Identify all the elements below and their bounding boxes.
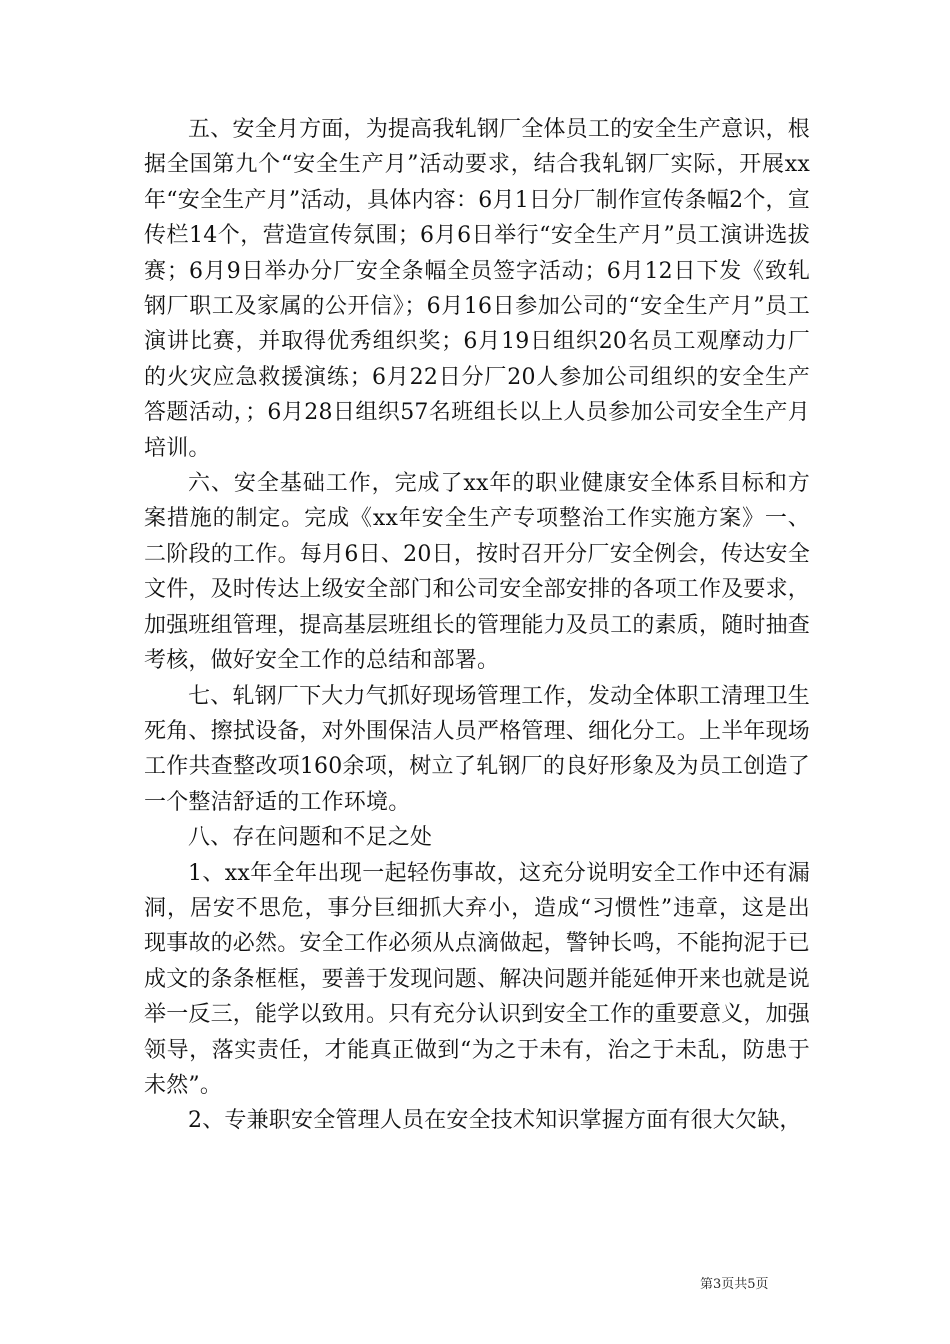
section-heading-problems: 八、存在问题和不足之处 (188, 825, 433, 851)
paragraph-problem-2: 2、专兼职安全管理人员在安全技术知识掌握方面有很大欠缺， (188, 1108, 802, 1134)
page-number-footer: 第3页共5页 (700, 1277, 769, 1292)
paragraph-safety-foundation: 六、安全基础工作，完成了xx年的职业健康安全体系目标和方案措施的制定。完成《xx年安全生产专项整治工作实施方案》一、二阶段的工作。每月6日、20日，按时召开分厂安全例会，传达安全文件，及时传达上级安全部门和公司安全部安排的各项工作及要求，加强班组管理，提高基层班组长的管理能力及员工的素质，随时抽查考核，做好安全工作的总结和部署。 (144, 471, 811, 674)
paragraph-problem-1: 1、xx年全年出现一起轻伤事故，这充分说明安全工作中还有漏洞，居安不思危，事分巨细抓大弃小，造成“习惯性”违章，这是出现事故的必然。安全工作必须从点滴做起，警钟长鸣，不能拘泥于已成文的条条框框，要善于发现问题、解决问题并能延伸开来也就是说举一反三，能学以致用。只有充分认识到安全工作的重要意义，加强领导，落实责任，才能真正做到“为之于未有，治之于未乱，防患于未然”。 (144, 860, 811, 1098)
paragraph-site-management: 七、轧钢厂下大力气抓好现场管理工作，发动全体职工清理卫生死角、擦拭设备，对外围保洁人员严格管理、细化分工。上半年现场工作共查整改项160余项，树立了轧钢厂的良好形象及为员工创造了一个整洁舒适的工作环境。 (144, 683, 811, 815)
paragraph-safety-month: 五、安全月方面，为提高我轧钢厂全体员工的安全生产意识，根据全国第九个“安全生产月”活动要求，结合我轧钢厂实际，开展xx年“安全生产月”活动，具体内容：6月1日分厂制作宣传条幅2个，宣传栏14个，营造宣传氛围；6月6日举行“安全生产月”员工演讲选拔赛；6月9日举办分厂安全条幅全员签字活动；6月12日下发《致轧钢厂职工及家属的公开信》；6月16日参加公司的“安全生产月”员工演讲比赛，并取得优秀组织奖；6月19日组织20名员工观摩动力厂的火灾应急救援演练；6月22日分厂20人参加公司组织的安全生产答题活动，；6月28日组织57名班组长以上人员参加公司安全生产月培训。 (144, 117, 810, 461)
document-body (144, 112, 810, 1139)
